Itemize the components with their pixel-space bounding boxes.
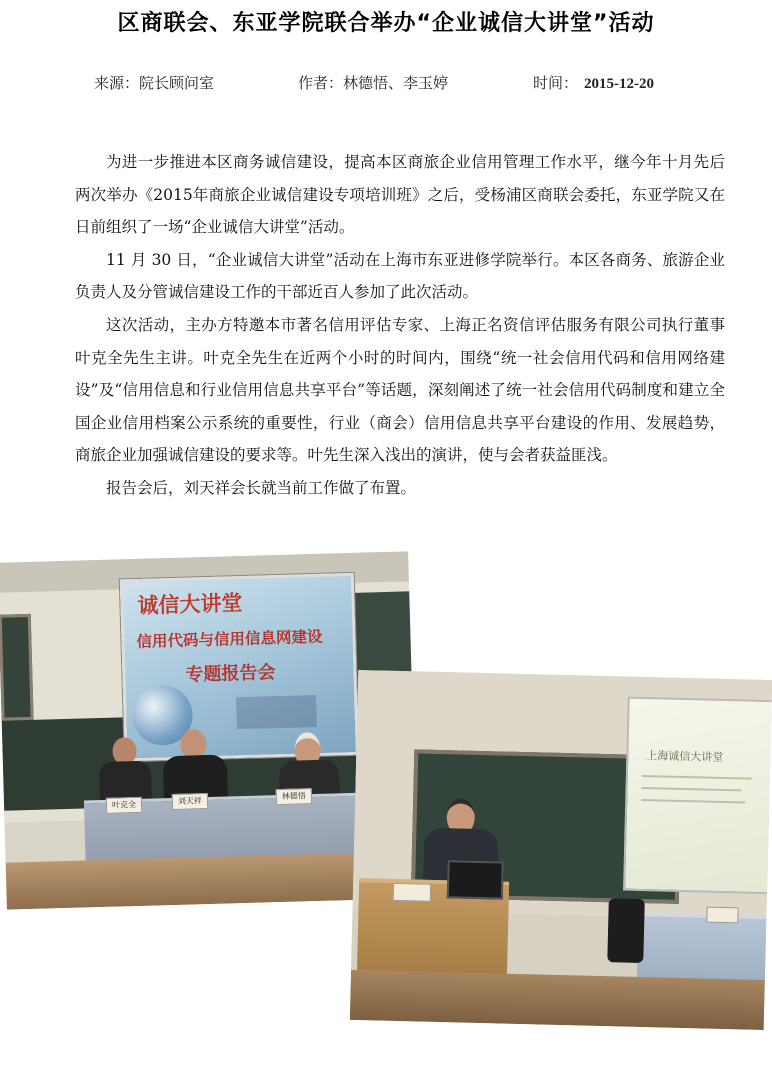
- photo-chalkboard-left: [0, 614, 34, 721]
- nameplate: 叶克全: [106, 797, 142, 814]
- meta-source: 来源：院长顾问室: [94, 74, 215, 92]
- screen-line2: 信用代码与信用信息网建设: [136, 627, 323, 651]
- meta-author: 作者：林德悟、李玉婷: [298, 74, 449, 92]
- screen-line1: 诚信大讲堂: [137, 590, 243, 618]
- article-body: [75, 146, 725, 505]
- screen-text-line: [642, 787, 742, 791]
- paragraph: 为进一步推进本区商务诚信建设，提高本区商旅企业信用管理工作水平，继今年十月先后两次举办《2015年商旅企业诚信建设专项培训班》之后，受杨浦区商联会委托，东亚学院又在日前组织了一场“企业诚信大讲堂”活动。: [75, 153, 725, 237]
- person-left: [98, 737, 152, 804]
- screen-text-line: [641, 799, 745, 804]
- screen-line1: 上海诚信大讲堂: [646, 749, 724, 764]
- podium-nameplate: [393, 883, 431, 902]
- event-photo-speaker: [350, 670, 772, 1030]
- meta-time: [533, 72, 654, 93]
- paragraph: 这次活动，主办方特邀本市著名信用评估专家、上海正名资信评估服务有限公司执行董事叶克全先生主讲。叶克全先生在近两个小时的时间内，围绕“统一社会信用代码和信用网络建设”及“信用信息和行业信用信息共享平台”等话题，深刻阐述了统一社会信用代码制度和建立全国企业信用档案公示系统的重要性，行业（商会）信用信息共享平台建设的作用、发展趋势，商旅企业加强诚信建设的要求等。叶先生深入浅出的演讲，使与会者获益匪浅。: [75, 315, 725, 465]
- screen-line3: 专题报告会: [185, 662, 276, 686]
- screen-footer-block: [236, 695, 317, 729]
- article-meta: [0, 72, 772, 94]
- paragraph: 报告会后，刘天祥会长就当前工作做了布置。: [106, 478, 417, 497]
- screen-text-line: [642, 775, 752, 780]
- bag: [607, 898, 645, 963]
- side-table: [637, 913, 767, 985]
- nameplate: 林德悟: [276, 788, 312, 805]
- floor: [350, 970, 765, 1030]
- nameplate: 刘天祥: [172, 793, 208, 810]
- meta-time-label: 时间：: [533, 74, 579, 92]
- monitor: [447, 860, 504, 899]
- side-nameplate: [706, 907, 738, 924]
- paragraph: 11 月 30 日，“企业诚信大讲堂”活动在上海市东亚进修学院举行。本区各商务、旅游企业负责人及分管诚信建设工作的干部近百人参加了此次活动。: [75, 250, 725, 302]
- projection-screen: [623, 697, 772, 895]
- meta-time-value: 2015-12-20: [584, 76, 655, 92]
- article-title: 区商联会、东亚学院联合举办“企业诚信大讲堂”活动: [117, 11, 655, 36]
